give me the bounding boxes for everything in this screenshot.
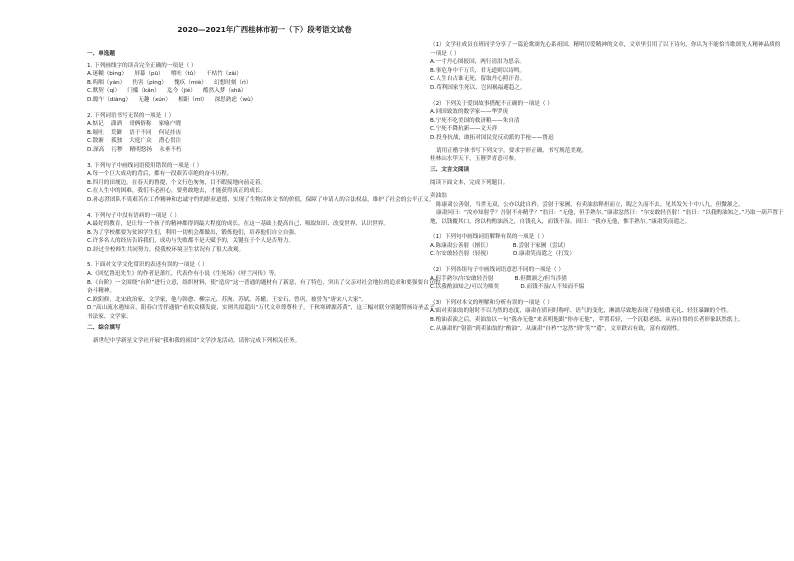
option-d: D.投身抗战，敢拓对国民党反动派的手枪——鲁迅 [430,134,554,141]
comp-question-1 [430,41,785,93]
option-b: B.四月的田埂边，在春天的鲁提，个文行色匆匆，目不暇接地向前走着。 [87,179,267,186]
option-b: B.酌油表演之后，卖油翁以一句“我亦无他”来表明他跟“你亦无他”，苹置若轻，一个沉稳老练、从容自得的长者形象跃然纸上。 [430,317,744,324]
option-c: C.许多名人的经历告诉我们，成功与失败都不是天赋予的，关键在于个人是否努力。 [87,238,295,245]
option-c: C.从康肃的“射箭”到卖油翁的“酌油”，从康肃“自矜”“忿然”到“笑”“遣”，文章跌宕有致，富有戏剧性。 [430,325,684,332]
option-c: C.散渐 孤独 大庭广众 潜心贯注 [87,138,182,145]
question-stem: 2. 下列词语书写无误的一项是（ ） [87,112,175,119]
option-d: D.瞻午（diàng） 无趣（xún） 相距（mī） 深思熟虑（wù） [87,96,257,103]
reading-question-2 [430,266,785,292]
option-a: A.最好的教育，是让每一个孩子的精神都得到最大程度的成长，在这一基础上提高自己、吸取知识、改变世界、认识世界。 [87,221,389,228]
comprehensive-intro: 新世纪中学新星文学社开展“我和我的祖国”文学沙龙活动，请你完成下列相关任务。 [93,338,301,345]
option-c: C.默契（qì） 门槛（kǎn） 迄今（jié） 酷然入梦（shā） [87,88,247,95]
question-stem: （2）下列关于爱国故事搭配不正确的一项是（ ） [430,100,553,107]
option-d: D.深高 污秽 精明悠扬 永垂不朽 [87,146,182,153]
option-c: C.宁死不降抗新——文天祥 [430,126,498,133]
question-stem: （1）下列句中画线词语解释有误的一项是（ ） [430,234,548,241]
option-d: D.经过全校师生共同努力，使我校环境卫生状况有了很大改观。 [87,246,245,253]
question-stem: （3）下列对本文的理解和分析有误的一项是（ ） [430,299,553,306]
option-c: C.欧阳修，北宋政治家、文学家，他与韩愈、柳宗元、苏洵、苏轼、苏辙、王安石、曾巩，被誉为“唐宋八大家”。 [87,296,367,303]
option-ab: A.但手熟尔/尔安敢轻吾射 B.但微颔之/但当涉猎 [430,275,567,282]
question-stem: 3. 下列句子中画线词语使用错误的一项是（ ） [87,162,203,169]
question-stem: 4. 下列句子中没有语病的一项是（ ） [87,212,180,219]
right-column [430,38,785,333]
question-stem: 5. 下面对文学文化常识的表述有误的一项是（ ） [87,262,208,269]
reading-question-3 [430,299,785,333]
option-b: B.为了学校都要为贫困学生们，利用一切机会都做出，锻炼他们，培养他们自立自强。 [87,229,300,236]
option-b: B.宁死不吃美国的救济粮——朱自清 [430,117,520,124]
option-d: D.苟利国家生死以，岂因祸福避趋之。 [430,84,526,91]
question-stem: （1）文学社成员在班同学分享了一篇论歌颂先心系祖国、精明厉爱精神的文章，文章里引用了以下诗句，你认为不能恰当歌颂先人精神品质的一项是（ ） [430,42,781,57]
option-c: C.人生自古谁无死，留取丹心照汗青。 [430,76,526,83]
story-paragraph-1: 陈康肃公善射，当世无双，公亦以此自矜。尝射于家圃，有卖油翁释担而立，睨之久而不去。见其发矢十中八九，但微颔之。 [436,201,744,208]
option-a: A.《回忆鲁迅先生》的作者是萧红，代表作有小说《生死场》《呼兰河传》等。 [87,271,280,278]
section-heading-single-choice: 一、单选题 [87,51,115,57]
question-stem: 1. 下列画线字的读音完全正确的一项是（ ） [87,62,197,69]
option-a: A.惦记 潇洒 哥俩俗称 家喻户晓 [87,121,181,128]
option-a: A.面对卖油翁的射时不以为然的态度，康肃在质问时称呼、语气的变化，淋漓尽致地表现了他骄傲无礼、轻狂暴躁的个性。 [430,308,732,315]
option-ab: A.陈康肃公善射（擅长） B.尝射于家圃（尝试） [430,242,569,249]
story-title: 卖油翁 [430,192,447,199]
calligraphy-text: 桂林山水甲天下，玉簪罗青意可参。 [430,156,520,163]
option-a: A.迷糊（bìng） 屏幕（pū） 喷吐（tǔ） 干枯竹（zài） [87,71,242,78]
question-stem: （2）下列各组句子中画线词语意思不同的一项是（ ） [430,267,564,274]
option-b: B.《台阶》一文围绕“台阶”进行立意，组织材料，使“造房”这一普通的题材有了新意，有了特色，突出了父亲对社会地位的追求和要强要自立的奋斗精神。 [87,279,440,295]
option-a: A.回国致效的数学家——华罗庚 [430,109,509,116]
reading-question-1 [430,233,785,259]
section-heading-classical: 三、文言文阅读 [430,166,470,173]
calligraphy-prompt: 请用正楷字体书写下列文字，要求字形正确、书写规范美观。 [436,147,588,154]
question-1 [87,62,442,105]
option-cd: C.以我酌油知之/可以为师矣 D.而钱不湿/人不知而不愠 [430,284,585,291]
reading-intro: 阅读下面文本，完成下列题目。 [430,180,509,187]
question-3 [87,162,442,205]
page-title: 2020—2021年广西桂林市初一（下）段考语文试卷 [177,25,352,34]
question-5 [87,261,442,321]
option-b: B.呜咽（yàn） 伤害（pìng） 愧疚（miè） 幻想时刻（rì） [87,79,252,86]
story-paragraph-2: 康肃问曰：“汝亦知射乎？吾射不亦精乎？”翁曰：“无他，但手熟尔。”康肃忿然曰：“尔安敢轻吾射！”翁曰：“以我酌油知之。”乃取一葫芦置于地，以钱覆其口，徐以杓酌油沥之，自钱孔入，而钱不湿。因曰：“我亦无他，惟手熟尔。”康肃笑而遣之。 [430,210,784,225]
option-cd: C.尔安敢轻吾射（轻视） D.康肃笑而遣之（打发） [430,251,575,258]
option-d: D.“高山流水遇知音，阳春白雪伴通俗”看似众横发旋，实则共拟超出“万代文章尊尊柱子，千秋寒碑源苏黄”，这三幅对联分别题赞扬诗圣孟子、书法家、文学家。 [87,305,441,321]
option-c: C.在人生中的困难，我们不必担心，要勇敢地去，才能获得真正的成长。 [87,188,267,195]
question-2 [87,112,442,155]
option-a: A.每一个巨大成功的背后，都有一段艰苦卓绝的奋斗历程。 [87,171,233,178]
section-heading-comprehensive: 二、综合填写 [87,324,121,331]
comp-question-2 [430,100,785,143]
option-b: B.堀吐 荒僻 语于不同 何足挂齿 [87,129,182,136]
option-d: D.孙志澄团队不畏艰苦在工作精神和忠诚守约的职业道德，实现了生物活体文书的价值，保障了申请人的合法权益，维护了社会的公平正义。 [87,196,435,203]
option-b: B.事危身中千万兵，君无道则以诗鸣。 [430,67,526,74]
question-4 [87,212,442,255]
left-column [87,38,442,346]
option-a: A.一寸丹心图报国，两行清泪为思亲。 [430,59,526,66]
